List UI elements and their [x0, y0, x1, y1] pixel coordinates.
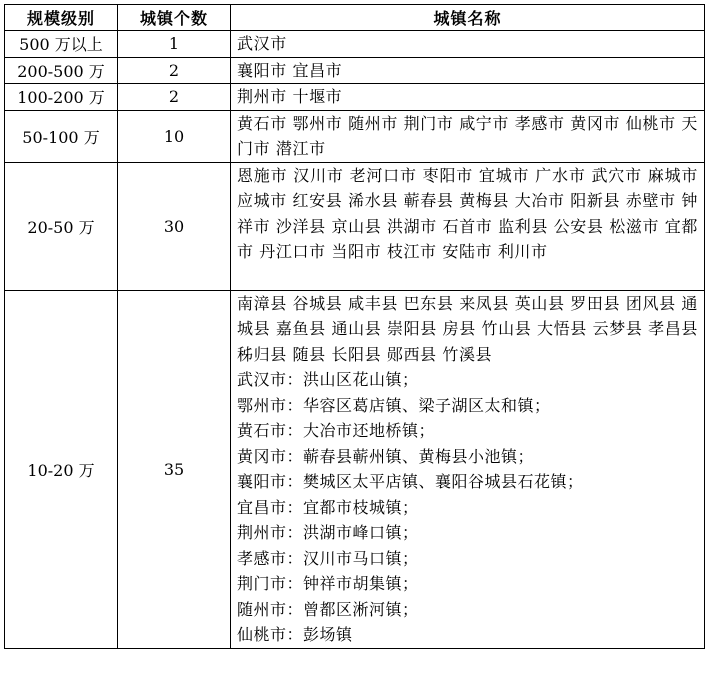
town-line: 襄阳市：樊城区太平店镇、襄阳谷城县石花镇； — [237, 472, 584, 491]
town-line: 鄂州市：华容区葛店镇、梁子湖区太和镇； — [237, 395, 551, 415]
names-cell: 荆州市 十堰市 — [231, 84, 705, 111]
town-line: 黄冈市：蕲春县蕲州镇、黄梅县小池镇； — [237, 446, 535, 466]
names-cell: 襄阳市 宜昌市 — [231, 57, 705, 84]
count-cell: 1 — [118, 31, 231, 58]
town-line: 随州市：曾都区淅河镇； — [237, 599, 419, 619]
level-cell: 200-500 万 — [5, 57, 118, 84]
level-cell: 50-100 万 — [5, 110, 118, 162]
town-line: 仙桃市：彭场镇 — [237, 625, 353, 644]
town-size-table — [4, 4, 705, 649]
names-cell — [231, 290, 705, 648]
header-row — [5, 5, 705, 31]
header-count: 城镇个数 — [118, 5, 231, 31]
level-cell: 10-20 万 — [5, 290, 118, 648]
count-cell: 10 — [118, 110, 231, 162]
town-line: 武汉市：洪山区花山镇； — [237, 370, 419, 389]
count-cell: 30 — [118, 162, 231, 290]
town-line: 荆门市：钟祥市胡集镇； — [237, 574, 419, 593]
table-row — [5, 162, 705, 290]
level-cell: 20-50 万 — [5, 162, 118, 290]
names-cell: 武汉市 — [231, 31, 705, 58]
town-line: 黄石市：大冶市还地桥镇； — [237, 421, 436, 440]
town-line: 宜昌市：宜都市枝城镇； — [237, 497, 419, 517]
header-level: 规模级别 — [5, 5, 118, 31]
level-cell: 100-200 万 — [5, 84, 118, 111]
table-row — [5, 290, 705, 648]
county-list: 南漳县 谷城县 咸丰县 巴东县 来凤县 英山县 罗田县 团风县 通城县 嘉鱼县 通山县 崇阳县 房县 竹山县 大悟县 云梦县 孝昌县 秭归县 随县 长阳县 郧西县 竹溪县 — [237, 293, 698, 364]
count-cell: 2 — [118, 57, 231, 84]
town-line: 孝感市：汉川市马口镇； — [237, 548, 419, 568]
table-row — [5, 31, 705, 58]
table-row — [5, 57, 705, 84]
names-cell: 黄石市 鄂州市 随州市 荆门市 咸宁市 孝感市 黄冈市 仙桃市 天门市 潜江市 — [231, 110, 705, 162]
table-row — [5, 110, 705, 162]
header-names: 城镇名称 — [231, 5, 705, 31]
town-line: 荆州市：洪湖市峰口镇； — [237, 523, 419, 542]
level-cell: 500 万以上 — [5, 31, 118, 58]
count-cell: 35 — [118, 290, 231, 648]
count-cell: 2 — [118, 84, 231, 111]
table-row — [5, 84, 705, 111]
names-cell: 恩施市 汉川市 老河口市 枣阳市 宜城市 广水市 武穴市 麻城市 应城市 红安县 浠水县 蕲春县 黄梅县 大冶市 阳新县 赤壁市 钟祥市 沙洋县 京山县 洪湖市 石首市 监利县 公安县 松滋市 宜都市 丹江口市 当阳市 枝江市 安陆市 利川市 — [231, 162, 705, 290]
